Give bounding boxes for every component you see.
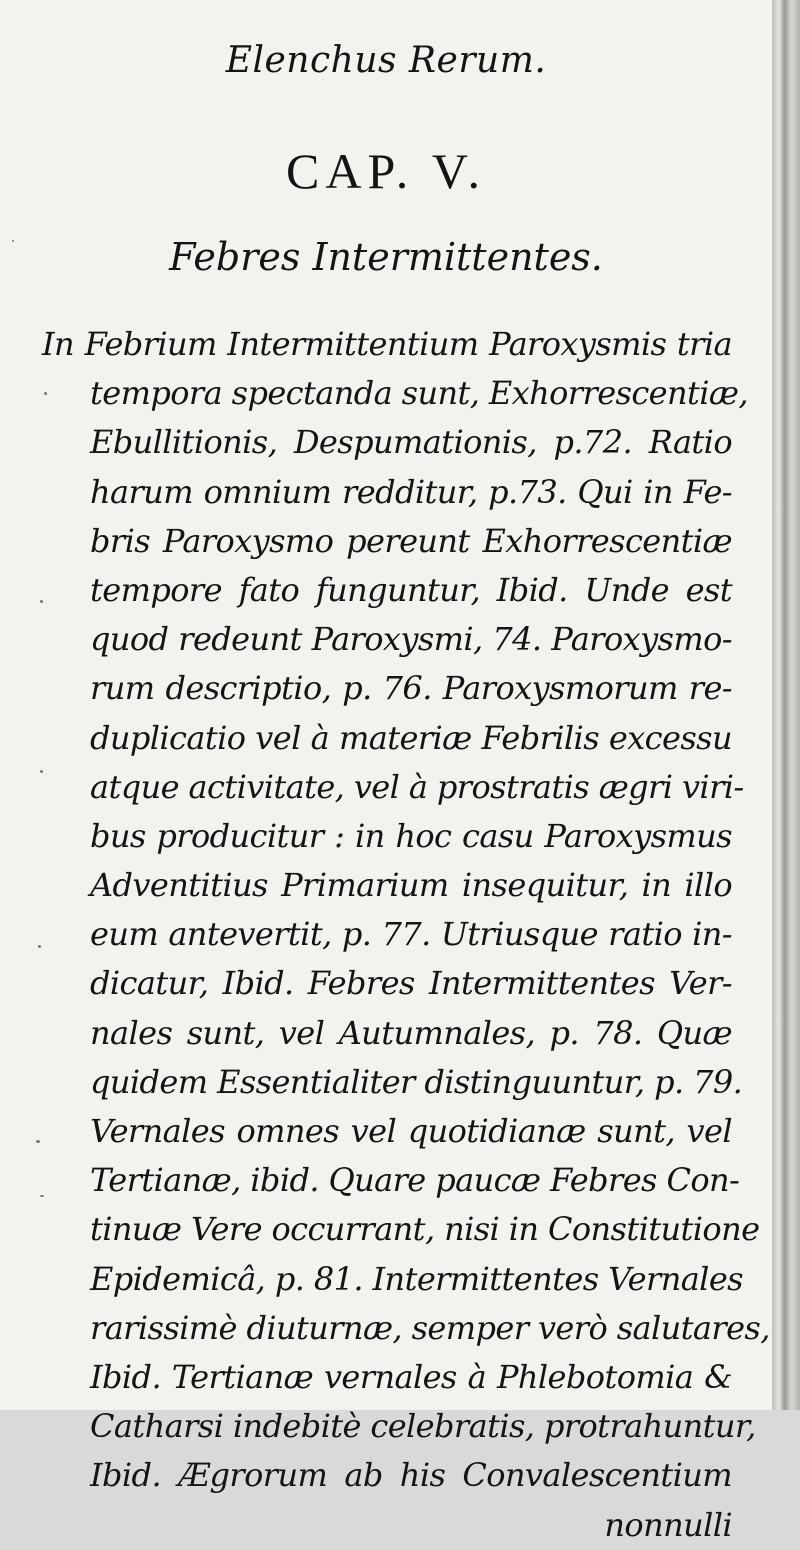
text-line: Vernales omnes vel quotidianæ sunt, vel [90,1112,732,1150]
text-line: Ibid. Tertianæ vernales à Phlebotomia & [90,1357,732,1396]
text-line: harum omnium redditur, p.73. Qui in Fe- [90,472,732,511]
text-line: tinuæ Vere occurrant, nisi in Constitutione [90,1210,760,1249]
catchword: nonnulli [604,1505,732,1544]
text-line: dicatur, Ibid. Febres Intermittentes Ver- [90,964,732,1003]
index-entries [42,320,770,1550]
paper-speck [12,240,14,242]
chapter-heading: CAP. V. [286,143,486,199]
text-line: atque activitate, vel à prostratis ægri viri- [90,767,744,806]
paper-speck [40,600,43,603]
section-title: Febres Intermittentes. [169,235,603,279]
text-line: Catharsi indebitè celebratis, protrahuntur, [90,1407,756,1446]
text-line: rarissimè diuturnæ, semper verò salutares, [90,1308,770,1347]
text-line: bus producitur : in hoc casu Paroxysmus [90,816,732,855]
text-line: duplicatio vel à materiæ Febrilis excessu [90,718,732,757]
paper-speck [44,392,47,395]
paper-speck [36,1140,40,1143]
text-line: eum antevertit, p. 77. Utriusque ratio in- [90,915,732,954]
page-edge [772,0,800,1410]
text-line: tempora spectanda sunt, Exhorrescentiæ, [90,374,748,413]
text-line: tempore fato funguntur, Ibid. Unde est [90,570,732,609]
text-line: Epidemicâ, p. 81. Intermittentes Vernales [90,1259,743,1298]
text-line: Ibid. Ægrorum ab his Convalescentium [90,1456,732,1495]
paper-speck [38,945,41,948]
text-line: bris Paroxysmo pereunt Exhorrescentiæ [90,521,732,560]
text-line: quod redeunt Paroxysmi, 74. Paroxysmo- [90,620,732,659]
paper-speck [40,770,43,773]
text-line: In Febrium Intermittentium Paroxysmis tria [42,325,732,363]
running-head: Elenchus Rerum. [225,40,547,81]
text-line: rum descriptio, p. 76. Paroxysmorum re- [90,669,732,708]
text-line: Adventitius Primarium insequitur, in illo [90,866,732,905]
paper-speck [40,1195,44,1197]
text-line: Ebullitionis, Despumationis, p.72. Ratio [90,423,732,462]
text-line: nales sunt, vel Autumnales, p. 78. Quæ [90,1013,732,1052]
text-line: quidem Essentialiter distinguuntur, p. 79. [90,1062,743,1101]
text-line: Tertianæ, ibid. Quare paucæ Febres Con- [90,1161,740,1200]
